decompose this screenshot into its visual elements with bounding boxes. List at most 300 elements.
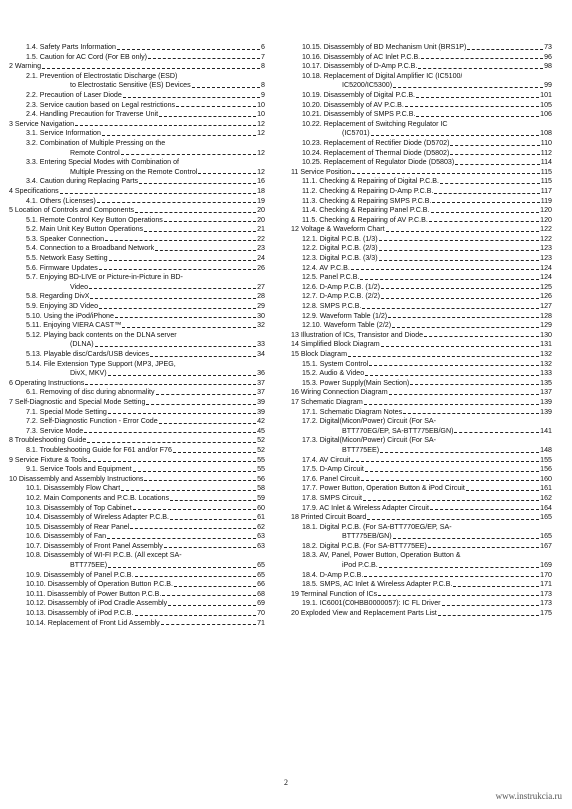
- toc-entry-title: 10.14. Replacement of Front Lid Assembly: [26, 618, 160, 627]
- toc-leader-dots: [42, 67, 260, 69]
- toc-entry[interactable]: [286, 91, 572, 101]
- toc-entry[interactable]: [286, 120, 572, 139]
- toc-entry[interactable]: [286, 216, 572, 226]
- toc-leader-dots: [155, 249, 256, 251]
- toc-entry-title: 17.1. Schematic Diagram Notes: [302, 407, 403, 416]
- toc-page-number: 133: [540, 369, 552, 378]
- toc-entry-title: 10.1. Disassembly Flow Chart: [26, 484, 121, 493]
- toc-page-number: 137: [540, 388, 552, 397]
- toc-page-number: 61: [257, 513, 265, 522]
- toc-entry[interactable]: [286, 101, 572, 111]
- toc-entry-title: 10.11. Disassembly of Power Button P.C.B.: [26, 589, 162, 598]
- toc-entry-title: 3.1. Service Information: [26, 129, 101, 138]
- toc-leader-dots: [162, 594, 256, 596]
- toc-page-number: 7: [261, 52, 265, 61]
- toc-entry-title-continued: (IC5701): [342, 129, 370, 138]
- toc-entry[interactable]: [0, 408, 286, 418]
- toc-entry[interactable]: [286, 149, 572, 159]
- toc-entry[interactable]: [286, 369, 572, 379]
- toc-entry[interactable]: [286, 206, 572, 216]
- toc-column-left: [0, 43, 286, 628]
- toc-leader-dots: [176, 105, 256, 107]
- toc-entry-title: 5.2. Main Unit Key Button Operations: [26, 225, 144, 234]
- toc-entry-title: 6.1. Removing of disc during abnormality: [26, 388, 155, 397]
- toc-entry[interactable]: [0, 292, 286, 302]
- toc-entry[interactable]: [286, 53, 572, 63]
- toc-entry[interactable]: [0, 254, 286, 264]
- toc-leader-dots: [379, 259, 540, 261]
- toc-entry[interactable]: [286, 571, 572, 581]
- toc-page-number: 120: [540, 206, 552, 215]
- toc-entry[interactable]: [0, 427, 286, 437]
- toc-leader-dots: [348, 355, 539, 357]
- toc-leader-dots: [351, 268, 539, 270]
- toc-entry[interactable]: [286, 197, 572, 207]
- toc-page-number: 69: [257, 599, 265, 608]
- toc-entry[interactable]: [0, 110, 286, 120]
- toc-entry-title: 7.3. Service Mode: [26, 426, 84, 435]
- toc-leader-dots: [102, 134, 256, 136]
- toc-leader-dots: [440, 182, 540, 184]
- toc-entry[interactable]: [0, 484, 286, 494]
- toc-entry[interactable]: [0, 551, 286, 570]
- toc-page-number: 42: [257, 417, 265, 426]
- toc-leader-dots: [168, 604, 256, 606]
- toc-leader-dots: [365, 470, 539, 472]
- toc-leader-dots: [466, 489, 539, 491]
- toc-leader-dots: [428, 546, 539, 548]
- toc-page-number: 8: [261, 81, 265, 90]
- toc-entry[interactable]: [0, 187, 286, 197]
- toc-entry-title: 1.4. Safety Parts Information: [26, 43, 116, 51]
- toc-page-number: 52: [257, 436, 265, 445]
- toc-entry[interactable]: [0, 139, 286, 158]
- toc-leader-dots: [389, 393, 540, 395]
- toc-entry-title-continued: BTT775EE): [70, 561, 108, 570]
- toc-page-number: 26: [257, 263, 265, 272]
- toc-page-number: 36: [257, 369, 265, 378]
- toc-entry[interactable]: [286, 542, 572, 552]
- toc-entry-title: 3.4. Caution during Replacing Parts: [26, 177, 138, 186]
- toc-entry[interactable]: [0, 580, 286, 590]
- toc-entry-title: 17.3. Digital(Micon/Power) Circuit (For SA-: [302, 436, 437, 445]
- toc-entry-title: 12.2. Digital P.C.B. (2/3): [302, 244, 378, 253]
- toc-entry-title: 10.6. Disassembly of Fan: [26, 532, 107, 541]
- toc-entry[interactable]: [286, 436, 572, 455]
- toc-entry-title: 10.22. Replacement of Switching Regulator IC: [302, 119, 448, 128]
- toc-page-number: 52: [257, 445, 265, 454]
- toc-page-number: 114: [540, 158, 552, 167]
- toc-entry[interactable]: [0, 456, 286, 466]
- toc-leader-dots: [429, 220, 539, 222]
- toc-entry-title: 7 Self-Diagnostic and Special Mode Setting: [9, 397, 146, 406]
- toc-entry[interactable]: [0, 532, 286, 542]
- toc-entry[interactable]: [286, 177, 572, 187]
- toc-entry-title: 17 Schematic Diagram: [291, 397, 363, 406]
- toc-entry[interactable]: [0, 312, 286, 322]
- toc-page-number: 156: [540, 465, 552, 474]
- toc-page-number: 120: [540, 215, 552, 224]
- toc-entry[interactable]: [286, 388, 572, 398]
- toc-entry[interactable]: [286, 551, 572, 570]
- toc-entry[interactable]: [0, 206, 286, 216]
- toc-page-number: 6: [261, 43, 265, 51]
- toc-leader-dots: [159, 422, 256, 424]
- toc-leader-dots: [386, 230, 540, 232]
- toc-entry-title: 12.8. SMPS P.C.B.: [302, 302, 362, 311]
- toc-entry[interactable]: [286, 168, 572, 178]
- toc-entry[interactable]: [286, 187, 572, 197]
- toc-entry-title: 3.3. Entering Special Modes with Combination of: [26, 158, 179, 167]
- toc-page-number: 148: [540, 445, 552, 454]
- toc-entry[interactable]: [286, 244, 572, 254]
- toc-leader-dots: [392, 326, 539, 328]
- toc-entry[interactable]: [0, 513, 286, 523]
- toc-entry-title: 5.14. File Extension Type Support (MP3, JPEG,: [26, 359, 176, 368]
- toc-page-number: 39: [257, 397, 265, 406]
- toc-entry-title: 2.3. Service caution based on Legal restrictions: [26, 100, 176, 109]
- toc-leader-dots: [95, 345, 256, 347]
- toc-entry-title: 10.8. Disassembly of WI-FI P.C.B. (All except SA-: [26, 551, 182, 560]
- toc-entry[interactable]: [0, 619, 286, 629]
- toc-entry[interactable]: [0, 504, 286, 514]
- toc-entry-title: 11 Service Position: [291, 167, 352, 176]
- toc-entry[interactable]: [286, 523, 572, 542]
- toc-leader-dots: [430, 508, 539, 510]
- toc-leader-dots: [388, 316, 539, 318]
- toc-leader-dots: [159, 115, 256, 117]
- toc-page-number: 112: [540, 148, 552, 157]
- toc-leader-dots: [148, 57, 260, 59]
- toc-page-number: 125: [540, 282, 552, 291]
- toc-entry-title: 5.6. Firmware Updates: [26, 263, 98, 272]
- toc-leader-dots: [139, 182, 256, 184]
- toc-entry[interactable]: [0, 120, 286, 130]
- toc-page-number: 12: [257, 119, 265, 128]
- toc-entry-title: 12.4. AV P.C.B.: [302, 263, 350, 272]
- toc-leader-dots: [107, 537, 256, 539]
- toc-page-number: 45: [257, 426, 265, 435]
- toc-entry-title-continued: (DLNA): [70, 340, 94, 349]
- toc-leader-dots: [133, 470, 257, 472]
- toc-page-number: 56: [257, 474, 265, 483]
- toc-entry[interactable]: [286, 360, 572, 370]
- toc-entry-title: 6 Operating Instructions: [9, 378, 85, 387]
- toc-entry[interactable]: [0, 494, 286, 504]
- toc-leader-dots: [198, 172, 256, 174]
- toc-entry-title-continued: BTT775EE): [342, 445, 380, 454]
- toc-entry-title: 11.3. Checking & Repairing SMPS P.C.B.: [302, 196, 432, 205]
- toc-entry-title: 5 Location of Controls and Components: [9, 206, 135, 215]
- toc-page-number: 9: [261, 90, 265, 99]
- toc-leader-dots: [84, 431, 256, 433]
- toc-leader-dots: [89, 287, 256, 289]
- toc-entry-title: 19 Terminal Function of ICs: [291, 589, 378, 598]
- toc-entry[interactable]: [0, 321, 286, 331]
- toc-page-number: 33: [257, 340, 265, 349]
- toc-leader-dots: [90, 297, 256, 299]
- toc-entry[interactable]: [0, 446, 286, 456]
- toc-entry-title: 5.3. Speaker Connection: [26, 234, 105, 243]
- toc-entry-title: 10.3. Disassembly of Top Cabinet: [26, 503, 132, 512]
- toc-leader-dots: [438, 614, 539, 616]
- toc-entry[interactable]: [0, 244, 286, 254]
- toc-page-number: 30: [257, 311, 265, 320]
- toc-entry[interactable]: [286, 312, 572, 322]
- toc-entry-title: 2.1. Prevention of Electrostatic Discharge (ESD): [26, 71, 178, 80]
- toc-entry[interactable]: [0, 158, 286, 177]
- toc-entry-title: 10.23. Replacement of Rectifier Diode (D5702): [302, 138, 450, 147]
- toc-page-number: 169: [540, 561, 552, 570]
- toc-entry[interactable]: [286, 331, 572, 341]
- toc-leader-dots: [367, 518, 539, 520]
- toc-entry[interactable]: [286, 408, 572, 418]
- toc-entry-title-continued: Video: [70, 282, 89, 291]
- toc-entry[interactable]: [0, 388, 286, 398]
- toc-page-number: 28: [257, 292, 265, 301]
- toc-page-number: 68: [257, 589, 265, 598]
- toc-page-number: 21: [257, 225, 265, 234]
- toc-entry-title: 12.7. D-Amp P.C.B. (2/2): [302, 292, 380, 301]
- toc-entry[interactable]: [0, 225, 286, 235]
- toc-leader-dots: [156, 393, 257, 395]
- toc-entry[interactable]: [0, 302, 286, 312]
- toc-entry-title: 10.16. Disassembly of AC Inlet P.C.B.: [302, 52, 421, 61]
- toc-entry[interactable]: [0, 475, 286, 485]
- toc-entry[interactable]: [0, 571, 286, 581]
- toc-leader-dots: [352, 172, 539, 174]
- toc-leader-dots: [75, 124, 256, 126]
- toc-entry[interactable]: [286, 398, 572, 408]
- toc-entry-title: 2.2. Precaution of Laser Diode: [26, 90, 122, 99]
- toc-leader-dots: [378, 594, 539, 596]
- toc-entry[interactable]: [286, 417, 572, 436]
- toc-entry-title: 10.7. Disassembly of Front Panel Assembly: [26, 541, 163, 550]
- toc-leader-dots: [362, 307, 539, 309]
- toc-entry[interactable]: [286, 283, 572, 293]
- toc-entry[interactable]: [0, 101, 286, 111]
- toc-entry-title: 15 Block Diagram: [291, 350, 347, 358]
- toc-entry-title: 11.5. Checking & Repairing of AV P.C.B.: [302, 215, 428, 224]
- toc-entry-title: 12.6. D-Amp P.C.B. (1/2): [302, 282, 380, 291]
- toc-entry[interactable]: [0, 53, 286, 63]
- toc-entry[interactable]: [0, 542, 286, 552]
- toc-entry[interactable]: [286, 235, 572, 245]
- toc-leader-dots: [380, 451, 539, 453]
- toc-entry[interactable]: [0, 72, 286, 91]
- toc-leader-dots: [146, 403, 256, 405]
- toc-entry-title: 3.2. Combination of Multiple Pressing on the: [26, 138, 166, 147]
- toc-leader-dots: [403, 412, 539, 414]
- toc-entry[interactable]: [286, 599, 572, 609]
- toc-page-number: 34: [257, 350, 265, 358]
- toc-entry[interactable]: [286, 590, 572, 600]
- toc-entry[interactable]: [0, 43, 286, 53]
- toc-entry-title: 10.17. Disassembly of D-Amp P.C.B.: [302, 62, 418, 71]
- toc-page-number: 71: [257, 618, 265, 627]
- toc-entry[interactable]: [286, 321, 572, 331]
- toc-leader-dots: [170, 518, 256, 520]
- toc-entry[interactable]: [286, 513, 572, 523]
- toc-entry[interactable]: [0, 273, 286, 292]
- toc-entry[interactable]: [286, 609, 572, 619]
- toc-entry[interactable]: [286, 62, 572, 72]
- toc-entry-title: 15.3. Power Supply(Main Section): [302, 378, 410, 387]
- toc-leader-dots: [364, 403, 539, 405]
- toc-entry[interactable]: [286, 456, 572, 466]
- toc-entry-title: 16 Wiring Connection Diagram: [291, 388, 388, 397]
- toc-entry[interactable]: [0, 379, 286, 389]
- toc-entry[interactable]: [0, 91, 286, 101]
- toc-entry[interactable]: [0, 436, 286, 446]
- toc-entry[interactable]: [286, 43, 572, 53]
- toc-page-number: 55: [257, 465, 265, 474]
- toc-page-number: 161: [540, 484, 552, 493]
- toc-entry[interactable]: [0, 264, 286, 274]
- toc-entry[interactable]: [0, 177, 286, 187]
- toc-page-number: 65: [257, 561, 265, 570]
- toc-entry[interactable]: [286, 254, 572, 264]
- toc-leader-dots: [416, 115, 539, 117]
- toc-entry[interactable]: [286, 350, 572, 360]
- toc-entry-title-continued: Multiple Pressing on the Remote Control: [70, 167, 198, 176]
- toc-entry[interactable]: [0, 465, 286, 475]
- toc-entry[interactable]: [286, 225, 572, 235]
- toc-entry-title-continued: BTT775EB/GN): [342, 532, 392, 541]
- toc-entry[interactable]: [286, 379, 572, 389]
- toc-leader-dots: [363, 499, 539, 501]
- toc-entry[interactable]: [0, 350, 286, 360]
- toc-leader-dots: [122, 326, 256, 328]
- toc-entry-title: 5.10. Using the iPod/iPhone: [26, 311, 114, 320]
- toc-entry[interactable]: [0, 129, 286, 139]
- toc-entry-title: 5.5. Network Easy Setting: [26, 254, 108, 263]
- toc-leader-dots: [109, 259, 256, 261]
- toc-entry[interactable]: [286, 264, 572, 274]
- toc-page-number: 173: [540, 589, 552, 598]
- toc-entry[interactable]: [286, 580, 572, 590]
- toc-page-number: 115: [540, 177, 552, 186]
- toc-entry[interactable]: [0, 609, 286, 619]
- toc-page-number: 8: [261, 62, 265, 71]
- toc-leader-dots: [108, 374, 256, 376]
- toc-page-number: 132: [540, 359, 552, 368]
- toc-entry[interactable]: [286, 484, 572, 494]
- toc-entry[interactable]: [286, 139, 572, 149]
- toc-entry[interactable]: [0, 398, 286, 408]
- toc-entry[interactable]: [286, 158, 572, 168]
- toc-entry[interactable]: [286, 292, 572, 302]
- toc-entry[interactable]: [286, 340, 572, 350]
- toc-entry-title: 10.13. Disassembly of iPod P.C.B.: [26, 609, 134, 618]
- toc-leader-dots: [99, 268, 256, 270]
- toc-page-number: 117: [540, 186, 552, 195]
- toc-entry[interactable]: [0, 62, 286, 72]
- toc-leader-dots: [393, 86, 543, 88]
- toc-leader-dots: [379, 239, 540, 241]
- toc-page-number: 63: [257, 532, 265, 541]
- toc-entry-title: 5.11. Enjoying VIERA CAST™: [26, 321, 122, 330]
- toc-entry[interactable]: [286, 475, 572, 485]
- toc-entry[interactable]: [286, 273, 572, 283]
- toc-entry[interactable]: [0, 599, 286, 609]
- toc-page-number: 20: [257, 215, 265, 224]
- toc-entry-title: 12.9. Waveform Table (1/2): [302, 311, 388, 320]
- toc-entry-title: 5.8. Regarding DivX: [26, 292, 90, 301]
- toc-entry-title: 12 Voltage & Waveform Chart: [291, 225, 385, 234]
- watermark-text: www.instrukcia.ru: [495, 791, 562, 801]
- toc-page-number: 122: [540, 234, 552, 243]
- toc-leader-dots: [432, 201, 539, 203]
- toc-entry-title: 10.19. Disassembly of Digital P.C.B.: [302, 90, 416, 99]
- toc-page-number: 55: [257, 455, 265, 464]
- toc-leader-dots: [450, 153, 539, 155]
- toc-entry-title: 13 Illustration of ICs, Transistor and Diode: [291, 330, 424, 339]
- toc-page-number: 23: [257, 244, 265, 253]
- toc-page-number: 60: [257, 503, 265, 512]
- toc-entry[interactable]: [286, 302, 572, 312]
- toc-leader-dots: [115, 316, 256, 318]
- toc-entry[interactable]: [0, 235, 286, 245]
- toc-entry-title: 10.15. Disassembly of BD Mechanism Unit (BRS1P): [302, 43, 467, 51]
- toc-page-number: 129: [540, 321, 552, 330]
- toc-entry-title: 2.4. Handling Precaution for Traverse Unit: [26, 110, 159, 119]
- toc-entry[interactable]: [0, 331, 286, 350]
- toc-leader-dots: [135, 575, 257, 577]
- toc-entry[interactable]: [0, 360, 286, 379]
- toc-entry-title: 12.3. Digital P.C.B. (3/3): [302, 254, 378, 263]
- toc-page-number: 62: [257, 522, 265, 531]
- toc-entry-title: 17.5. D-Amp Circuit: [302, 465, 364, 474]
- toc-entry[interactable]: [286, 494, 572, 504]
- toc-entry-title: 17.2. Digital(Micon/Power) Circuit (For SA-: [302, 417, 437, 426]
- toc-entry[interactable]: [286, 72, 572, 91]
- toc-entry-title-continued: Remote Control: [70, 148, 120, 157]
- toc-leader-dots: [99, 307, 256, 309]
- toc-entry[interactable]: [0, 523, 286, 533]
- toc-entry[interactable]: [286, 504, 572, 514]
- toc-page-number: 139: [540, 407, 552, 416]
- toc-page-number: 63: [257, 541, 265, 550]
- toc-leader-dots: [164, 220, 256, 222]
- toc-leader-dots: [455, 163, 539, 165]
- toc-entry[interactable]: [286, 465, 572, 475]
- toc-entry-title: 18.4. D-Amp P.C.B.: [302, 570, 364, 579]
- toc-page-number: 130: [540, 330, 552, 339]
- toc-leader-dots: [369, 364, 539, 366]
- toc-entry[interactable]: [0, 216, 286, 226]
- toc-page-number: 27: [257, 282, 265, 291]
- toc-entry-title: 10.4. Disassembly of Wireless Adapter P.C.B.: [26, 513, 169, 522]
- toc-leader-dots: [161, 623, 256, 625]
- toc-entry[interactable]: [0, 590, 286, 600]
- toc-page-number: 141: [540, 426, 552, 435]
- toc-entry-title: 10.2. Main Components and P.C.B. Locations: [26, 493, 170, 502]
- toc-entry[interactable]: [0, 417, 286, 427]
- toc-page-number: 108: [540, 129, 552, 138]
- toc-page-number: 170: [540, 570, 552, 579]
- toc-page-number: 115: [540, 167, 552, 176]
- toc-entry-title: 7.2. Self-Diagnostic Function - Error Code: [26, 417, 158, 426]
- toc-entry[interactable]: [286, 110, 572, 120]
- toc-entry-title: 10.21. Disassembly of SMPS P.C.B.: [302, 110, 416, 119]
- toc-leader-dots: [88, 460, 256, 462]
- toc-entry-title: 12.5. Panel P.C.B.: [302, 273, 360, 282]
- toc-page-number: 160: [540, 474, 552, 483]
- toc-leader-dots: [434, 192, 539, 194]
- toc-entry[interactable]: [0, 197, 286, 207]
- toc-leader-dots: [105, 239, 256, 241]
